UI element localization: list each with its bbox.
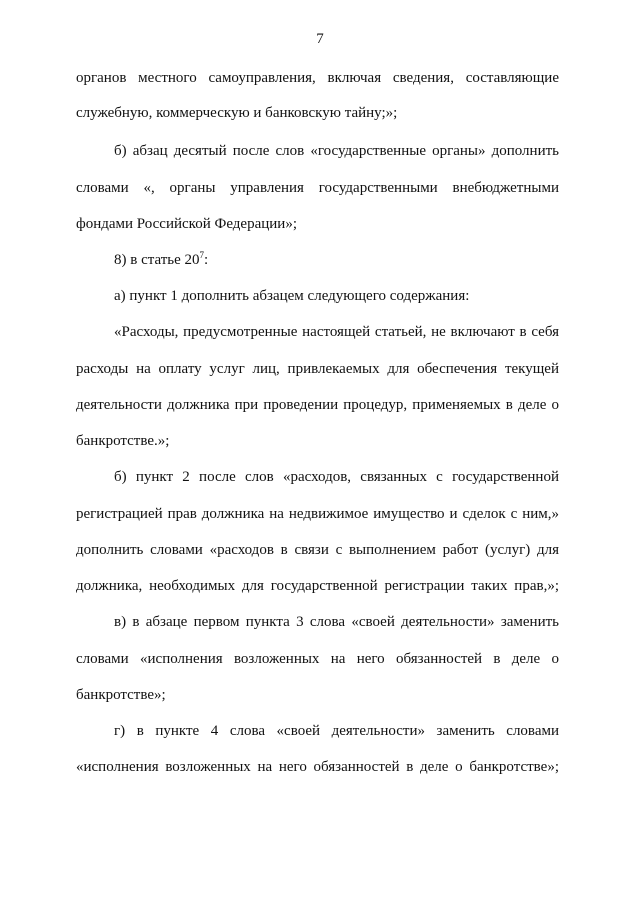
text-line: б) пункт 2 после слов «расходов, связанных с государственной: [114, 469, 559, 485]
text-line: словами «исполнения возложенных на него обязанностей в деле о: [76, 651, 559, 667]
text-line: дополнить словами «расходов в связи с выполнением работ (услуг) для: [76, 542, 559, 558]
colon: :: [204, 252, 209, 268]
text-line: регистрацией прав должника на недвижимое имущество и сделок с ним,»: [76, 506, 559, 522]
text-line: фондами Российской Федерации»;: [76, 216, 297, 232]
text-line: должника, необходимых для государственной регистрации таких прав,»;: [76, 578, 559, 594]
text-line: [114, 251, 559, 269]
article-ref: 8) в статье 20: [114, 252, 200, 268]
text-line: «Расходы, предусмотренные настоящей статьей, не включают в себя: [114, 324, 559, 340]
text-line: расходы на оплату услуг лиц, привлекаемых для обеспечения текущей: [76, 361, 559, 377]
page-number: 7: [316, 31, 324, 47]
text-line: а) пункт 1 дополнить абзацем следующего содержания:: [114, 288, 470, 304]
text-line: служебную, коммерческую и банковскую тайну;»;: [76, 105, 398, 121]
text-line: словами «, органы управления государственными внебюджетными: [76, 180, 559, 196]
text-line: б) абзац десятый после слов «государственные органы» дополнить: [114, 143, 559, 159]
text-line: «исполнения возложенных на него обязанностей в деле о банкротстве»;: [76, 759, 559, 775]
text-line: банкротстве.»;: [76, 433, 170, 449]
text-line: банкротстве»;: [76, 687, 166, 703]
text-line: в) в абзаце первом пункта 3 слова «своей деятельности» заменить: [114, 614, 559, 630]
text-line: деятельности должника при проведении процедур, применяемых в деле о: [76, 397, 559, 413]
text-line: г) в пункте 4 слова «своей деятельности» заменить словами: [114, 723, 559, 739]
superscript: 7: [199, 250, 205, 260]
text-line: органов местного самоуправления, включая сведения, составляющие: [76, 70, 559, 86]
